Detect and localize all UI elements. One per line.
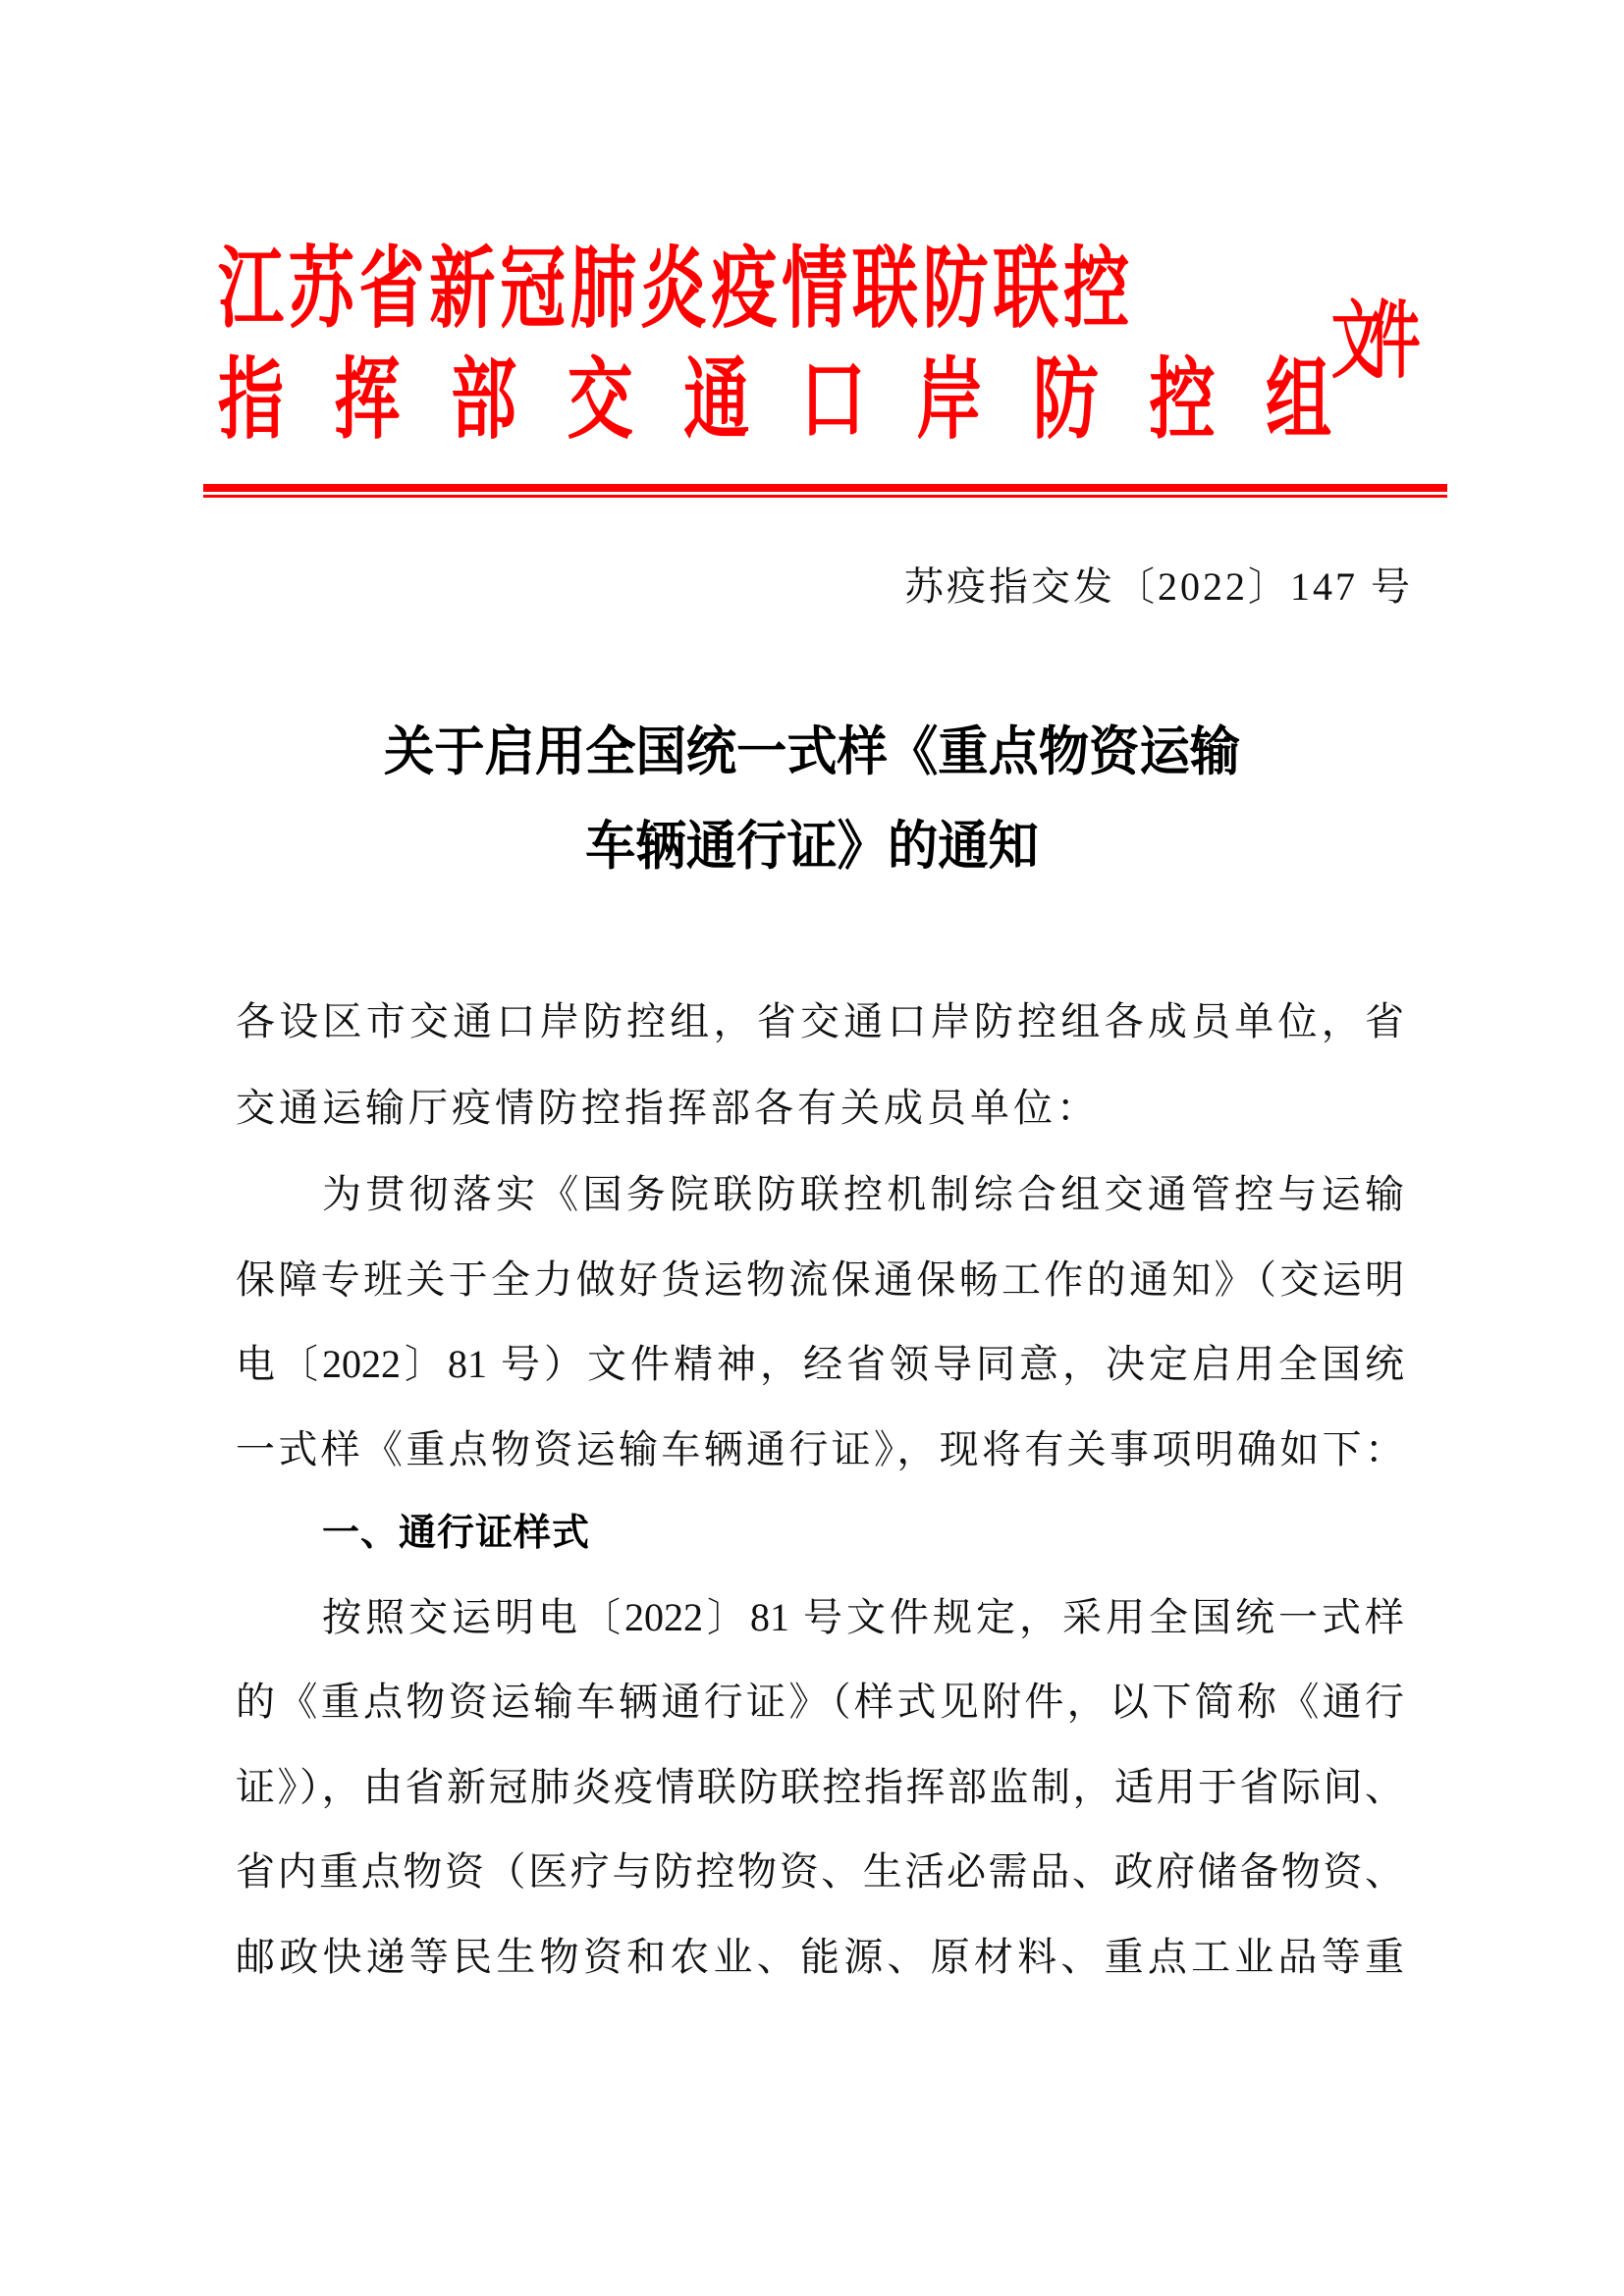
body-paragraph2-line1: 按照交运明电〔2022〕81 号文件规定，采用全国统一式样 (322, 1595, 1404, 1639)
addressee-line2: 交通运输厅疫情防控指挥部各有关成员单位： (236, 1086, 1100, 1130)
body-paragraph1-line3: 电〔2022〕81 号）文件精神，经省领导同意，决定启用全国统 (236, 1342, 1404, 1386)
body-paragraph2-line4: 省内重点物资（医疗与防控物资、生活必需品、政府储备物资、 (236, 1849, 1404, 1894)
masthead-red-rule-thin (203, 495, 1447, 498)
body-paragraph2-line3: 证》），由省新冠肺炎疫情联防联控指挥部监制，适用于省际间、 (236, 1765, 1404, 1809)
body-paragraph1-line1: 为贯彻落实《国务院联防联控机制综合组交通管控与运输 (322, 1172, 1404, 1216)
section-heading-1: 一、通行证样式 (322, 1511, 591, 1554)
notice-title-line1: 关于启用全国统一式样《重点物资运输 (383, 720, 1241, 782)
masthead-title-line1: 江苏省新冠肺炎疫情联防联控 (218, 236, 1134, 341)
masthead-suffix: 文件 (1331, 291, 1407, 390)
addressee-line1: 各设区市交通口岸防控组，省交通口岸防控组各成员单位，省 (236, 999, 1404, 1043)
notice-title-line2: 车辆通行证》的通知 (585, 814, 1039, 877)
body-paragraph2-line2: 的《重点物资运输车辆通行证》（样式见附件，以下简称《通行 (236, 1680, 1404, 1724)
body-paragraph1-line4: 一式样《重点物资运输车辆通行证》，现将有关事项明确如下： (236, 1427, 1404, 1471)
body-paragraph1-line2: 保障专班关于全力做好货运物流保通保畅工作的通知》（交运明 (236, 1257, 1404, 1302)
document-number: 苏疫指交发〔2022〕147 号 (904, 564, 1413, 609)
body-paragraph2-line5: 邮政快递等民生物资和农业、能源、原材料、重点工业品等重 (236, 1935, 1404, 1979)
masthead-title-line2: 指挥部交通口岸防控组 (218, 347, 1382, 452)
masthead-red-rule-thick (203, 484, 1447, 492)
